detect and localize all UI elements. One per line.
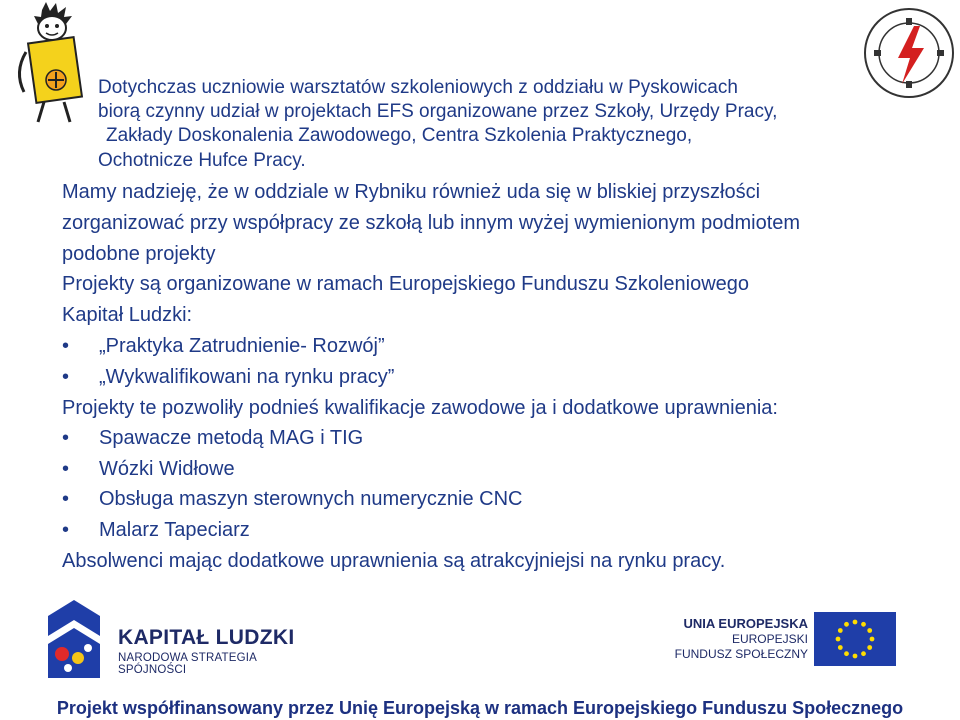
eu-star-icon [853,620,858,625]
paragraph-line-4: Projekty są organizowane w ramach Europejskiego Funduszu Szkoleniowego [62,273,750,295]
kapital-ludzki-title: KAPITAŁ LUDZKI [118,626,295,649]
eu-star-icon [867,628,872,633]
bullet-icon: • [62,427,70,449]
eu-star-icon [836,637,841,642]
paragraph-line-3: podobne projekty [62,243,216,265]
program-item-label: „Wykwalifikowani na rynku pracy” [99,366,395,388]
bullet-icon: • [62,519,70,541]
program-item-label: „Praktyka Zatrudnienie- Rozwój” [99,335,385,357]
bullet-icon: • [62,488,70,510]
eu-fund-logo [674,612,900,672]
bullet-icon: • [62,366,70,388]
footer-caption: Projekt współfinansowany przez Unię Europejską w ramach Europejskiego Funduszu Społecznego [56,698,904,718]
bullet-icon: • [62,335,70,357]
eu-star-icon [844,651,849,656]
eu-star-icon [844,622,849,627]
paragraph-line-1: Mamy nadzieję, że w oddziale w Rybniku również uda się w bliskiej przyszłości [62,181,761,203]
qualification-item-label: Obsługa maszyn sterownych numerycznie CNC [99,488,523,510]
paragraph-line-2: zorganizować przy współpracy ze szkołą lub innym wyżej wymienionym podmiotem [62,212,801,234]
eu-star-icon [838,645,843,650]
paragraph-line-5: Kapitał Ludzki: [62,304,193,326]
intro-line-1: Dotychczas uczniowie warsztatów szkoleniowych z oddziału w Pyskowicach [98,77,738,98]
eu-star-icon [861,622,866,627]
eu-star-icon [838,628,843,633]
bullet-icon: • [62,458,70,480]
closing-sentence: Absolwenci mając dodatkowe uprawnienia są atrakcyjniejsi na rynku pracy. [62,550,726,572]
kapital-ludzki-emblem-icon [44,596,104,682]
intro-line-4: Ochotnicze Hufce Pracy. [98,150,306,171]
kapital-ludzki-subtitle: NARODOWA STRATEGIA SPÓJNOŚCI [118,652,257,676]
eu-line-2: EUROPEJSKI [731,632,808,646]
qualification-item-label: Spawacze metodą MAG i TIG [99,427,364,449]
qualifications-intro: Projekty te pozwoliły podnieś kwalifikacje zawodowe ja i dodatkowe uprawnienia: [62,397,778,419]
eu-line-3: FUNDUSZ SPOŁECZNY [674,647,808,661]
qualification-item-label: Wózki Widłowe [99,458,235,480]
eu-star-icon [867,645,872,650]
qualification-item-label: Malarz Tapeciarz [99,519,250,541]
kapital-ludzki-logo [44,596,314,682]
eu-star-icon [861,651,866,656]
school-seal-logo [862,6,956,100]
eu-flag-icon [814,612,896,666]
intro-line-2: biorą czynny udział w projektach EFS organizowane przez Szkoły, Urzędy Pracy, [98,101,778,122]
eu-star-icon [853,654,858,659]
eu-star-icon [870,637,875,642]
mascot-logo [4,2,104,127]
intro-line-3: Zakłady Doskonalenia Zawodowego, Centra Szkolenia Praktycznego, [106,125,693,146]
eu-line-1: UNIA EUROPEJSKA [683,616,808,631]
